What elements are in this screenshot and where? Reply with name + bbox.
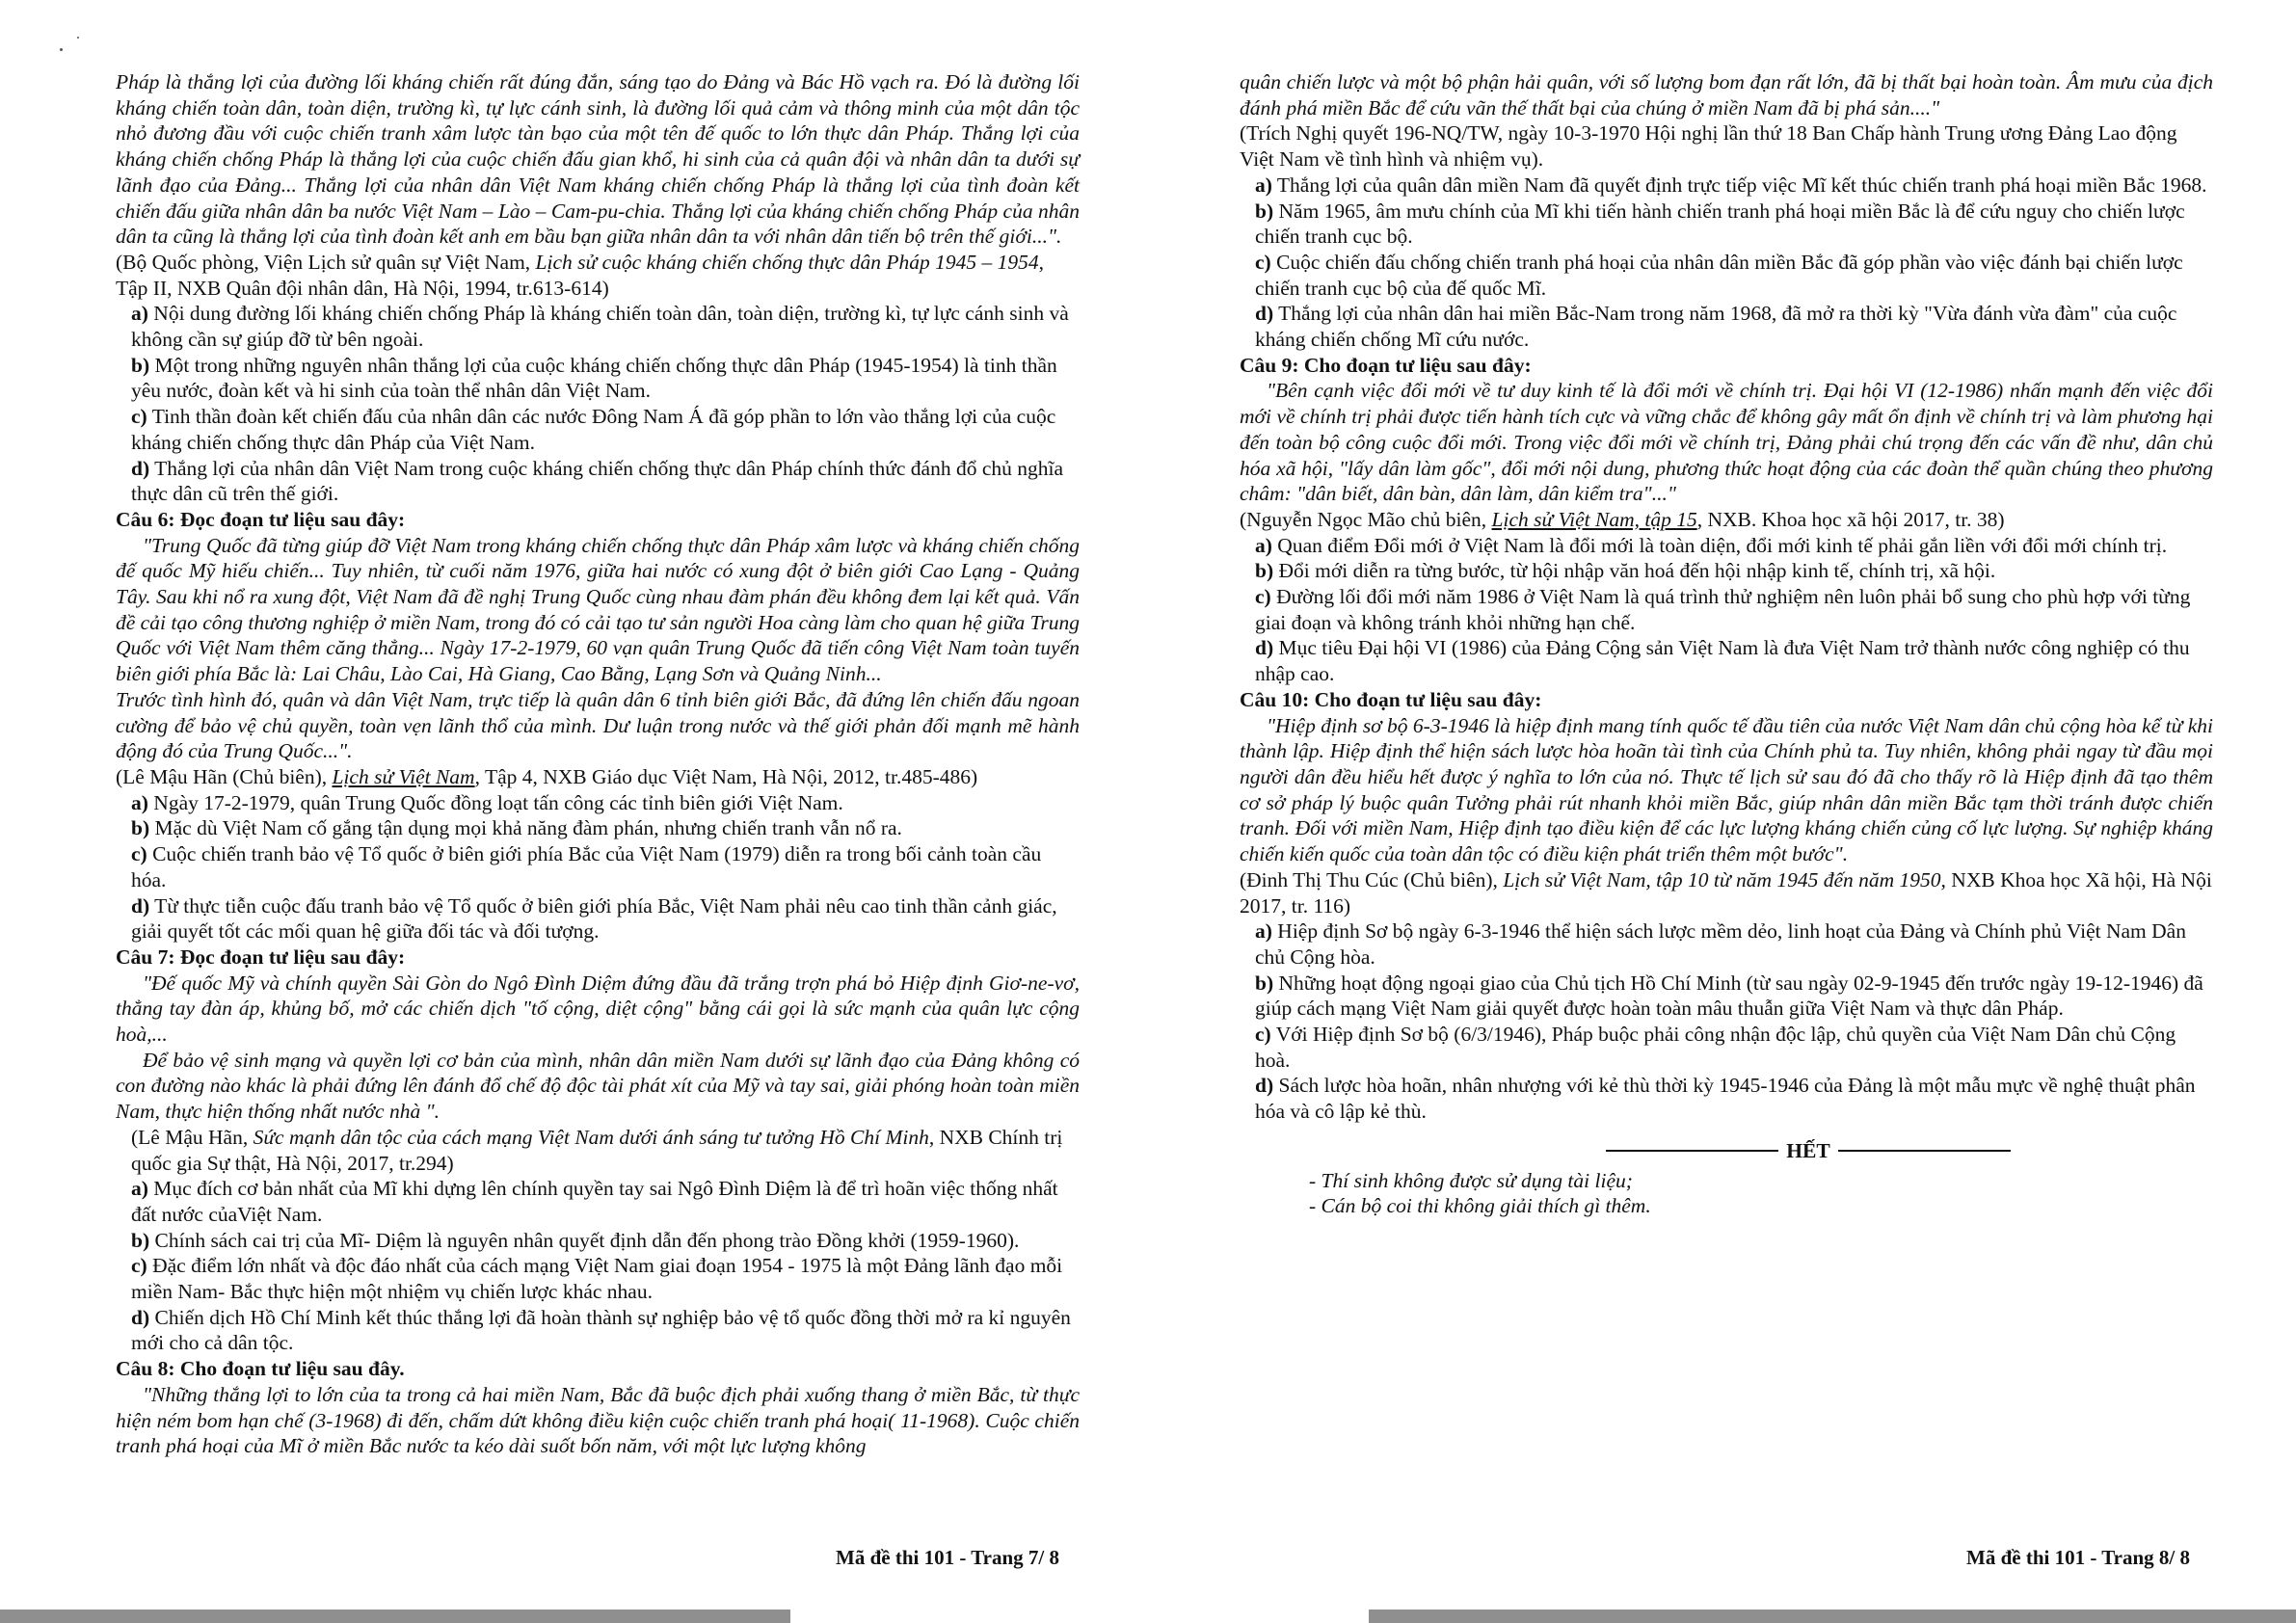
question-10-title: Câu 10: Cho đoạn tư liệu sau đây: xyxy=(1240,687,1542,711)
q8-quote-continued: quân chiến lược và một bộ phận hải quân, với số lượng bom đạn rất lớn, đã bị thất bại hoàn toàn. Âm mưu của địch đánh phá miền Bắc để cứu vãn thế thất bại của chúng ở miền Nam đã bị phá sản...." xyxy=(1240,70,2213,120)
option-a[interactable]: a) Thắng lợi của quân dân miền Nam đã quyết định trực tiếp việc Mĩ kết thúc chiến tranh phá hoại miền Bắc 1968. xyxy=(1255,173,2207,197)
end-marker xyxy=(1606,1138,2011,1164)
q8-quote: "Những thắng lợi to lớn của ta trong cả hai miền Nam, Bắc đã buộc địch phải xuống thang ở miền Bắc, từ thực hiện ném bom hạn chế (3-1968) đi đến, chấm dứt không điều kiện cuộc chiến tranh phá hoại( 11-1968). Cuộc chiến tranh phá hoại của Mĩ ở miền Bắc nước ta kéo dài suốt bốn năm, với một lực lượng không xyxy=(116,1382,1080,1458)
q6-quote-1: "Trung Quốc đã từng giúp đỡ Việt Nam trong kháng chiến chống thực dân Pháp xâm lược và kháng chiến chống đế quốc Mỹ hiếu chiến... Tuy nhiên, từ cuối năm 1976, giữa hai nước có xung đột ở biên giới Cao Lạng - Quảng Tây. Sau khi nổ ra xung đột, Việt Nam đã đề nghị Trung Quốc cùng nhau đàm phán đều không đem lại kết quả. Vấn đề cải tạo công thương nghiệp ở miền Nam, trong đó có cải tạo tư sản người Hoa càng làm cho quan hệ giữa Trung Quốc với Việt Nam thêm căng thẳng... Ngày 17-2-1979, 60 vạn quân Trung Quốc đã tiến công Việt Nam toàn tuyến biên giới phía Bắc là: Lai Châu, Lào Cai, Hà Giang, Cao Bằng, Lạng Sơn và Quảng Ninh... xyxy=(116,533,1080,686)
option-c[interactable]: c) Đường lối đổi mới năm 1986 ở Việt Nam là quá trình thử nghiệm nên luôn phải bổ sung cho phù hợp với từng giai đoạn và không tránh khỏi những hạn chế. xyxy=(1255,585,2191,634)
option-d[interactable]: d) Sách lược hòa hoãn, nhân nhượng với kẻ thù thời kỳ 1945-1946 của Đảng là một mẫu mực về nghệ thuật phân hóa và cô lập kẻ thù. xyxy=(1255,1074,2196,1124)
q5-quote-tail: Pháp là thắng lợi của đường lối kháng chiến rất đúng đắn, sáng tạo do Đảng và Bác Hồ vạch ra. Đó là đường lối kháng chiến toàn dân, toàn diện, trường kì, tự lực cánh sinh, là đường lối quả cảm và thông minh của một dân tộc nhỏ đương đầu với cuộc chiến tranh xâm lược tàn bạo của một tên đế quốc to lớn thực dân Pháp. Thắng lợi của kháng chiến chống Pháp là thắng lợi của cuộc chiến đấu gian khổ, hi sinh của cả quân đội và nhân dân ta dưới sự lãnh đạo của Đảng... Thắng lợi của nhân dân Việt Nam kháng chiến chống Pháp là thắng lợi của tình đoàn kết chiến đấu giữa nhân dân ba nước Việt Nam – Lào – Cam-pu-chia. Thắng lợi của kháng chiến chống Pháp của nhân dân ta cũng là thắng lợi của tình đoàn kết anh em bầu bạn giữa nhân dân ta với nhân dân tiến bộ trên thế giới...". xyxy=(116,70,1080,249)
scan-speck xyxy=(77,37,79,39)
page-8 xyxy=(1240,69,2213,1219)
note-item: - Cán bộ coi thi không giải thích gì thêm. xyxy=(1309,1194,1651,1218)
option-b[interactable]: b) Chính sách cai trị của Mĩ- Diệm là nguyên nhân quyết định dẫn đến phong trào Đồng khởi (1959-1960). xyxy=(131,1228,1020,1252)
question-7-title: Câu 7: Đọc đoạn tư liệu sau đây: xyxy=(116,945,406,969)
option-c[interactable]: c) Tinh thần đoàn kết chiến đấu của nhân dân các nước Đông Nam Á đã góp phần to lớn vào thắng lợi của cuộc kháng chiến chống thực dân Pháp của Việt Nam. xyxy=(131,405,1056,454)
option-c[interactable]: c) Cuộc chiến tranh bảo vệ Tổ quốc ở biên giới phía Bắc của Việt Nam (1979) diễn ra trong bối cảnh toàn cầu hóa. xyxy=(131,842,1042,891)
end-label: HẾT xyxy=(1786,1138,1830,1162)
q6-options xyxy=(116,790,1080,945)
q7-options xyxy=(116,1176,1080,1356)
option-b[interactable]: b) Đổi mới diễn ra từng bước, từ hội nhập văn hoá đến hội nhập kinh tế, chính trị, xã hội. xyxy=(1255,559,1996,583)
page-7 xyxy=(116,69,1080,1459)
q6-quote-2: Trước tình hình đó, quân và dân Việt Nam, trực tiếp là quân dân 6 tỉnh biên giới Bắc, đã đứng lên chiến đấu ngoan cường để bảo vệ chủ quyền, toàn vẹn lãnh thổ của mình. Dư luận trong nước và thế giới phản đối mạnh mẽ hành động đó của Trung Quốc...". xyxy=(116,687,1080,763)
q9-source: (Nguyễn Ngọc Mão chủ biên, Lịch sử Việt Nam, tập 15, NXB. Khoa học xã hội 2017, tr. 38) xyxy=(1240,507,2005,531)
option-c[interactable]: c) Cuộc chiến đấu chống chiến tranh phá hoại của nhân dân miền Bắc đã góp phần vào việc đánh bại chiến lược chiến tranh cục bộ của đế quốc Mĩ. xyxy=(1255,250,2183,300)
q8-source: (Trích Nghị quyết 196-NQ/TW, ngày 10-3-1970 Hội nghị lần thứ 18 Ban Chấp hành Trung ương Đảng Lao động Việt Nam về tình hình và nhiệm vụ). xyxy=(1240,121,2177,172)
option-d[interactable]: d) Thắng lợi của nhân dân hai miền Bắc-Nam trong năm 1968, đã mở ra thời kỳ "Vừa đánh vừa đàm" của cuộc kháng chiến chống Mĩ cứu nước. xyxy=(1255,302,2177,352)
option-c[interactable]: c) Đặc điểm lớn nhất và độc đáo nhất của cách mạng Việt Nam giai đoạn 1954 - 1975 là một Đảng lãnh đạo mỗi miền Nam- Bắc thực hiện một nhiệm vụ chiến lược khác nhau. xyxy=(131,1254,1063,1304)
page-footer-left: Mã đề thi 101 - Trang 7/ 8 xyxy=(836,1546,1059,1569)
q10-options xyxy=(1240,918,2213,1125)
option-a[interactable]: a) Quan điểm Đổi mới ở Việt Nam là đổi mới là toàn diện, đổi mới kinh tế phải gắn liền với đổi mới chính trị. xyxy=(1255,533,2168,557)
scan-speck xyxy=(60,48,63,51)
note-item: - Thí sinh không được sử dụng tài liệu; xyxy=(1309,1168,1633,1192)
q7-quote-1: "Đế quốc Mỹ và chính quyền Sài Gòn do Ngô Đình Diệm đứng đầu đã trắng trợn phá bỏ Hiệp định Giơ-ne-vơ, thẳng tay đàn áp, khủng bố, mở các chiến dịch "tố cộng, diệt cộng" bằng cái gọi là sức mạnh của quân lực cộng hoà,... xyxy=(116,971,1080,1047)
q8-options xyxy=(1240,173,2213,353)
q9-options xyxy=(1240,533,2213,687)
option-a[interactable]: a) Hiệp định Sơ bộ ngày 6-3-1946 thể hiện sách lược mềm dẻo, linh hoạt của Đảng và Chính phủ Việt Nam Dân chủ Cộng hòa. xyxy=(1255,919,2186,969)
q10-source: (Đinh Thị Thu Cúc (Chủ biên), Lịch sử Việt Nam, tập 10 từ năm 1945 đến năm 1950, NXB Khoa học Xã hội, Hà Nội 2017, tr. 116) xyxy=(1240,867,2212,918)
option-d[interactable]: d) Chiến dịch Hồ Chí Minh kết thúc thắng lợi đã hoàn thành sự nghiệp bảo vệ tổ quốc đồng thời mở ra kỉ nguyên mới cho cả dân tộc. xyxy=(131,1305,1071,1355)
option-d[interactable]: d) Thắng lợi của nhân dân Việt Nam trong cuộc kháng chiến chống thực dân Pháp chính thức đánh đổ chủ nghĩa thực dân cũ trên thế giới. xyxy=(131,456,1064,506)
scan-edge xyxy=(0,1610,790,1623)
question-9-title: Câu 9: Cho đoạn tư liệu sau đây: xyxy=(1240,353,1532,377)
option-b[interactable]: b) Những hoạt động ngoại giao của Chủ tịch Hồ Chí Minh (từ sau ngày 02-9-1945 đến trước ngày 19-12-1946) đã giúp cách mạng Việt Nam giải quyết được hoàn toàn mâu thuẫn giữa Việt Nam và thực dân Pháp. xyxy=(1255,971,2203,1021)
page-footer-right: Mã đề thi 101 - Trang 8/ 8 xyxy=(1966,1546,2190,1569)
end-rule-left xyxy=(1606,1150,1778,1152)
exam-notes xyxy=(1240,1168,2213,1219)
option-d[interactable]: d) Mục tiêu Đại hội VI (1986) của Đảng Cộng sản Việt Nam là đưa Việt Nam trở thành nước công nghiệp có thu nhập cao. xyxy=(1255,636,2190,686)
end-rule-right xyxy=(1838,1150,2011,1152)
question-6-title: Câu 6: Đọc đoạn tư liệu sau đây: xyxy=(116,507,406,531)
option-a[interactable]: a) Mục đích cơ bản nhất của Mĩ khi dựng lên chính quyền tay sai Ngô Đình Diệm là để trì hoãn việc thống nhất đất nước củaViệt Nam. xyxy=(131,1177,1058,1226)
option-b[interactable]: b) Một trong những nguyên nhân thắng lợi của cuộc kháng chiến chống thực dân Pháp (1945-1954) là tinh thần yêu nước, đoàn kết và hi sinh của toàn thể nhân dân Việt Nam. xyxy=(131,353,1057,403)
option-d[interactable]: d) Từ thực tiễn cuộc đấu tranh bảo vệ Tổ quốc ở biên giới phía Bắc, Việt Nam phải nêu cao tinh thần cảnh giác, giải quyết tốt các mối quan hệ giữa đối tác và đối tượng. xyxy=(131,893,1057,944)
question-8-title: Câu 8: Cho đoạn tư liệu sau đây. xyxy=(116,1357,405,1381)
option-b[interactable]: b) Năm 1965, âm mưu chính của Mĩ khi tiến hành chiến tranh phá hoại miền Bắc là để cứu nguy cho chiến lược chiến tranh cục bộ. xyxy=(1255,199,2185,249)
q9-quote: "Bên cạnh việc đổi mới về tư duy kinh tế là đổi mới về chính trị. Đại hội VI (12-1986) nhấn mạnh đến việc đổi mới về chính trị phải được tiến hành tích cực và vững chắc để không gây mất ổn định về chính trị và làm phương hại đến toàn bộ công cuộc đổi mới. Trong việc đổi mới về chính trị, Đảng phải chú trọng đến các vấn đề như, dân chủ hóa xã hội, "lấy dân làm gốc", đổi mới nội dung, phương thức hoạt động của các đoàn thể quần chúng theo phương châm: "dân biết, dân bàn, dân làm, dân kiểm tra"..." xyxy=(1240,379,2213,506)
option-c[interactable]: c) Với Hiệp định Sơ bộ (6/3/1946), Pháp buộc phải công nhận độc lập, chủ quyền của Việt Nam Dân chủ Cộng hoà. xyxy=(1255,1023,2176,1072)
option-a[interactable]: a) Nội dung đường lối kháng chiến chống Pháp là kháng chiến toàn dân, toàn diện, trường kì, tự lực cánh sinh và không cần sự giúp đỡ từ bên ngoài. xyxy=(131,302,1069,352)
option-b[interactable]: b) Mặc dù Việt Nam cố gắng tận dụng mọi khả năng đàm phán, nhưng chiến tranh vẫn nổ ra. xyxy=(131,816,902,840)
q7-quote-2: Để bảo vệ sinh mạng và quyền lợi cơ bản của mình, nhân dân miền Nam dưới sự lãnh đạo của Đảng không có con đường nào khác là phải đứng lên đánh đổ chế độ độc tài phát xít của Mỹ và tay sai, giải phóng hoàn toàn miền Nam, thực hiện thống nhất nước nhà ". xyxy=(116,1048,1080,1124)
q5-source: (Bộ Quốc phòng, Viện Lịch sử quân sự Việt Nam, Lịch sử cuộc kháng chiến chống thực dân Pháp 1945 – 1954, Tập II, NXB Quân đội nhân dân, Hà Nội, 1994, tr.613-614) xyxy=(116,250,1044,300)
q10-quote: "Hiệp định sơ bộ 6-3-1946 là hiệp định mang tính quốc tế đầu tiên của nước Việt Nam dân chủ cộng hòa kể từ khi thành lập. Hiệp định thể hiện sách lược hòa hoãn tài tình của Chính phủ ta. Tuy nhiên, không phải ngay từ đầu mọi người dân đều hiểu hết được ý nghĩa to lớn của nó. Thực tế lịch sử sau đó đã cho thấy rõ là Hiệp định đã tạo thêm cơ sở pháp lý buộc quân Tưởng phải rút nhanh khỏi miền Bắc, giúp nhân dân miền Bắc tạm thời tránh được chiến tranh. Đối với miền Nam, Hiệp định tạo điều kiện để các lực lượng kháng chiến củng cố lực lượng. Sự nghiệp kháng chiến kiến quốc của toàn dân tộc có điều kiện phát triển thêm một bước". xyxy=(1240,713,2213,866)
q5-options xyxy=(116,301,1080,507)
option-a[interactable]: a) Ngày 17-2-1979, quân Trung Quốc đồng loạt tấn công các tỉnh biên giới Việt Nam. xyxy=(131,790,843,814)
scan-edge xyxy=(1369,1610,2296,1623)
q6-source: (Lê Mậu Hãn (Chủ biên), Lịch sử Việt Nam, Tập 4, NXB Giáo dục Việt Nam, Hà Nội, 2012, tr.485-486) xyxy=(116,764,978,788)
q7-source: (Lê Mậu Hãn, Sức mạnh dân tộc của cách mạng Việt Nam dưới ánh sáng tư tưởng Hồ Chí Minh, NXB Chính trị quốc gia Sự thật, Hà Nội, 2017, tr.294) xyxy=(131,1125,1063,1175)
